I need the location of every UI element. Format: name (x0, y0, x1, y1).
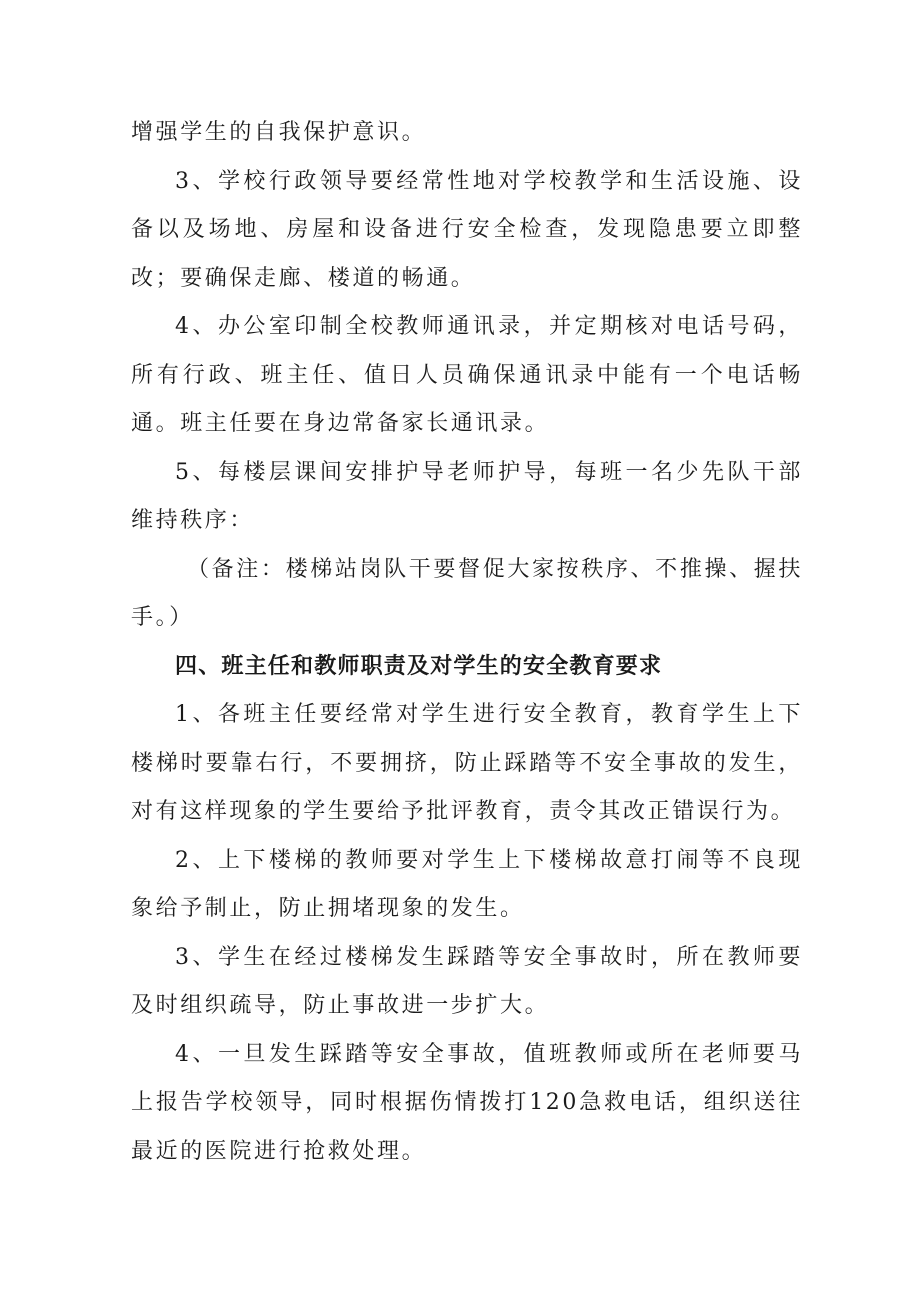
paragraph-teacher-item-1: 1、各班主任要经常对学生进行安全教育，教育学生上下楼梯时要靠右行，不要拥挤，防止踩踏等不安全事故的发生，对有这样现象的学生要给予批评教育，责令其改正错误行为。 (131, 702, 803, 824)
paragraph-item-4-contacts: 4、办公室印制全校教师通讯录，并定期核对电话号码，所有行政、班主任、值日人员确保通讯录中能有一个电话畅通。班主任要在身边常备家长通讯录。 (131, 314, 803, 436)
paragraph-teacher-item-3: 3、学生在经过楼梯发生踩踏等安全事故时，所在教师要及时组织疏导，防止事故进一步扩大。 (131, 944, 803, 1018)
section-heading-four: 四、班主任和教师职责及对学生的安全教育要求 (175, 653, 663, 679)
document-body (131, 109, 803, 1176)
paragraph-teacher-item-4: 4、一旦发生踩踏等安全事故，值班教师或所在老师要马上报告学校领导，同时根据伤情拨打120急救电话，组织送往最近的医院进行抢救处理。 (131, 1041, 803, 1164)
paragraph-item-5-floor-duty: 5、每楼层课间安排护导老师护导，每班一名少先队干部维持秩序： (131, 459, 803, 533)
paragraph-item-3-inspection: 3、学校行政领导要经常性地对学校教学和生活设施、设备以及场地、房屋和设备进行安全检查，发现隐患要立即整改；要确保走廊、楼道的畅通。 (131, 168, 803, 291)
paragraph-teacher-item-2: 2、上下楼梯的教师要对学生上下楼梯故意打闹等不良现象给予制止，防止拥堵现象的发生。 (131, 847, 803, 921)
paragraph-note: （备注：楼梯站岗队干要督促大家按秩序、不推操、握扶手。） (131, 556, 803, 630)
paragraph-continuation: 增强学生的自我保护意识。 (131, 120, 427, 145)
